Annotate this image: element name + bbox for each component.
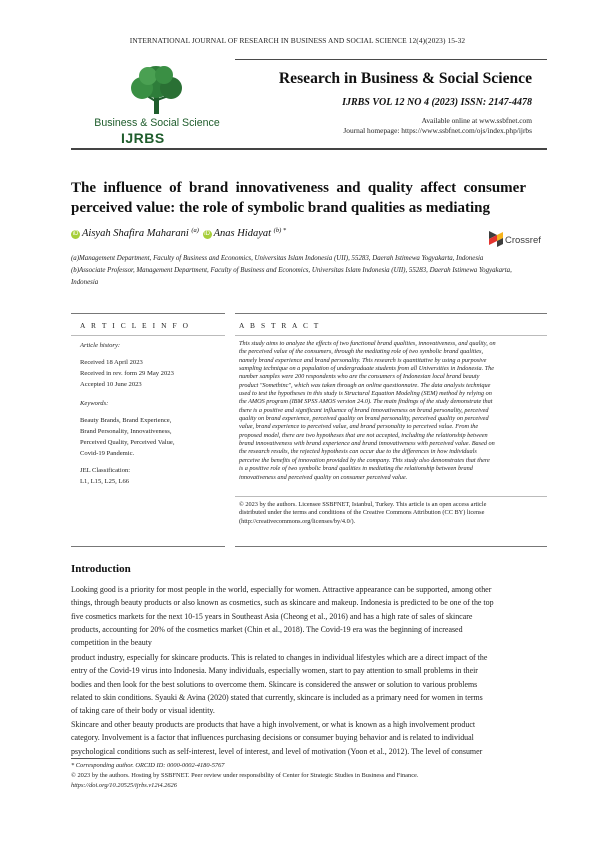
licence-line: distributed under the terms and conditions of the Creative Commons Attribution (CC BY) license xyxy=(239,509,485,517)
text-line: Skincare and other beauty products are products that have a high involvement, or what is known as a high involvement product xyxy=(71,720,476,729)
article-info-rule xyxy=(71,335,225,336)
footnote-rule xyxy=(71,758,121,759)
jel-label: JEL Classification: xyxy=(80,467,131,474)
keywords-line: Beauty Brands, Brand Experience, xyxy=(80,417,172,424)
author-affil-mark: (a) xyxy=(191,227,199,234)
running-header: INTERNATIONAL JOURNAL OF RESEARCH IN BUSINESS AND SOCIAL SCIENCE 12(4)(2023) 15-32 xyxy=(129,36,466,45)
abstract-line: namely brand experience and brand personality. This research is quantitative by using a purposive xyxy=(239,356,487,364)
author-name: Anas Hidayat xyxy=(213,228,272,239)
abstract-line: brand innovativeness with brand experience and brand innovativeness with perceived value. Based on xyxy=(239,440,495,448)
text-line: things, through beauty products or also known as cosmetics, such as skincare and makeup. Indonesia is predicted to be one of the top xyxy=(71,598,494,608)
abstract-line: the research results, the rejected hypothesis can occur due to the differences in how individuals xyxy=(239,448,477,456)
abstract-line: there is a positive and significant influence of brand innovativeness on brand personality, perceived xyxy=(239,406,489,414)
author-list xyxy=(71,227,286,239)
doi-link[interactable]: https://doi.org/10.20525/ijrbs.v12i4.2626 xyxy=(71,782,177,789)
intro-paragraph-2 xyxy=(71,651,547,717)
keywords-label: Keywords: xyxy=(80,400,109,407)
abstract-line: the AMOS program (IBM SPSS AMOS version 24.0). The main findings of the study demonstrate that xyxy=(239,398,493,406)
text-line: product industry, especially for skincare products. This is related to changes in individual lifestyles which are a direct impact of the xyxy=(71,653,488,662)
licence-line: (http://creativecommons.org/licenses/by/4.0/). xyxy=(239,517,356,525)
abstract-line: proposed model, there are two hypotheses that are not accepted, including the relationship between xyxy=(239,431,488,439)
introduction-heading: Introduction xyxy=(71,563,131,575)
available-online[interactable]: Available online at www.ssbfnet.com xyxy=(421,116,532,125)
text-line: products, accounting for 20% of the cosmetics market (Chin et al., 2018). The Covid-19 era was the beginning of increased xyxy=(71,624,463,634)
crossref-icon xyxy=(488,230,504,248)
licence-rule xyxy=(235,496,547,497)
abstract-body xyxy=(239,340,518,482)
text-line: five cosmetics markets for the next 10-15 years in Southeast Asia (Cheong et al., 2016) and has a high rate of sales of skincare xyxy=(71,611,473,621)
history-accepted: Accepted 10 June 2023 xyxy=(80,381,142,388)
affiliation-b: (b)Associate Professor, Management Department, Faculty of Business and Economics, Universitas Islam Indonesia (UII), 55283, Daerah Istimewa Yogyakarta, Indonesia xyxy=(71,267,512,286)
orcid-icon[interactable]: iD xyxy=(204,231,210,237)
abstract-line: used to test the hypotheses in this study is Structural Equation Modeling (SEM) method by relying on xyxy=(239,390,492,398)
article-info-bottom-rule xyxy=(71,546,225,547)
jel-codes: L1, L15, L25, L66 xyxy=(80,478,130,485)
abstract-rule xyxy=(235,335,547,336)
text-line: entry of the Covid-19 virus into Indonesia. Many individuals, especially women, start to pay attention to small problems in their xyxy=(71,666,478,676)
logo-acronym: IJRBS xyxy=(121,130,165,146)
keywords-line: Brand Personality, Innovativeness, xyxy=(80,428,172,435)
text-line: Looking good is a priority for most people in the world, especially for women. Attractive appearance can be supported, among other xyxy=(71,585,492,594)
text-line: related to skin conditions. Syauki & Avina (2020) stated that currently, skincare is included as a primary need for women in terms xyxy=(71,692,483,702)
abstract-line: the perceived value of the consumers, through the mediating role of two symbolic brand qualities, xyxy=(239,348,484,356)
abstract-line: number samples were 200 respondents who are the consumers of Indonesian local brand beauty xyxy=(239,373,480,381)
author-name: Aisyah Shafira Maharani xyxy=(82,228,189,239)
journal-logo xyxy=(82,64,232,152)
abstract-top-rule xyxy=(235,313,547,314)
copyright-note: © 2023 by the authors. Hosting by SSBFNET. Peer review under responsibility of Center for Strategic Studies in Business and Finance. xyxy=(71,772,419,779)
abstract-line: value, brand experience to perceived value, and brand personality to perceived value. From the xyxy=(239,423,479,431)
abstract-line: quality on brand experience, perceived quality on brand personality, perceived quality on perceived xyxy=(239,415,489,423)
article-info-heading: A R T I C L E I N F O xyxy=(80,321,191,330)
crossref-label: Crossref xyxy=(505,235,541,246)
abstract-line: is a positive role of two symbolic brand qualities in mediating the relationship between brand xyxy=(239,465,473,473)
abstract-line: sampling technique on a population of undergraduate students from all Universities in Indonesia. The xyxy=(239,365,495,373)
keywords-line: Covid-19 Pandemic. xyxy=(80,450,135,457)
intro-paragraph-1 xyxy=(71,583,547,649)
author-affil-mark: (b) * xyxy=(273,227,287,234)
keywords-line: Perceived Quality, Perceived Value, xyxy=(80,439,175,446)
article-info-top-rule xyxy=(71,313,225,314)
header-rule xyxy=(235,59,547,60)
text-line: psychological conditions such as self-interest, level of interest, and level of motivation (Yoon et al., 2012). The level of consumer xyxy=(71,746,483,756)
history-label: Article history: xyxy=(80,342,121,349)
abstract-heading: A B S T R A C T xyxy=(239,321,321,330)
text-line: category. Involvement is a factor that influences purchasing decisions or consumer buying behavior and is related to individual xyxy=(71,733,474,743)
abstract-line: product "Somethinc", which was taken through an online questionnaire. The data analysis technique xyxy=(239,381,491,389)
journal-name: Research in Business & Social Science xyxy=(278,70,532,87)
abstract-bottom-rule xyxy=(235,546,547,547)
intro-paragraph-3 xyxy=(71,718,547,758)
abstract-line: innovativeness and perceived quality on consumer perceived value. xyxy=(239,473,408,481)
masthead-rule xyxy=(71,148,547,150)
orcid-icon[interactable]: iD xyxy=(72,231,79,237)
licence-line: © 2023 by the authors. Licensee SSBFNET, Istanbul, Turkey. This article is an open access article xyxy=(239,501,487,508)
text-line: competition in the beauty xyxy=(71,638,152,647)
logo-name: Business & Social Science xyxy=(94,117,220,129)
crossref-badge[interactable] xyxy=(488,230,548,252)
volume-issn: IJRBS VOL 12 NO 4 (2023) ISSN: 2147-4478 xyxy=(342,97,532,108)
affiliation-a: (a)Management Department, Faculty of Business and Economics, Universitas Islam Indonesia (UII), 55283, Daerah Istimewa Yogyakarta, Indonesia xyxy=(71,255,484,262)
journal-homepage-link[interactable]: Journal homepage: https://www.ssbfnet.com/ojs/index.php/ijrbs xyxy=(343,126,532,135)
text-line: of taking care of their body or visual identity. xyxy=(71,706,215,715)
abstract-line: This study aims to analyze the effects of two functional brand qualities, innovativeness, and quality, on xyxy=(239,340,496,347)
tree-icon xyxy=(82,64,232,116)
history-revised: Received in rev. form 29 May 2023 xyxy=(80,370,174,377)
text-line: bodies and then look for the best solutions to overcome them. Skincare is considered the answer or solution to various problems xyxy=(71,679,478,689)
paper-title: The influence of brand innovativeness and quality affect consumer perceived value: the role of symbolic brand qualities as mediating xyxy=(71,180,526,216)
abstract-line: perceive the benefits of innovation provided by the company. This study also demonstrates that there xyxy=(239,456,490,464)
licence-text xyxy=(239,501,518,526)
corresponding-author-note: * Corresponding author. ORCID ID: 0000-0002-4180-5767 xyxy=(71,762,225,769)
history-received: Received 18 April 2023 xyxy=(80,359,143,366)
